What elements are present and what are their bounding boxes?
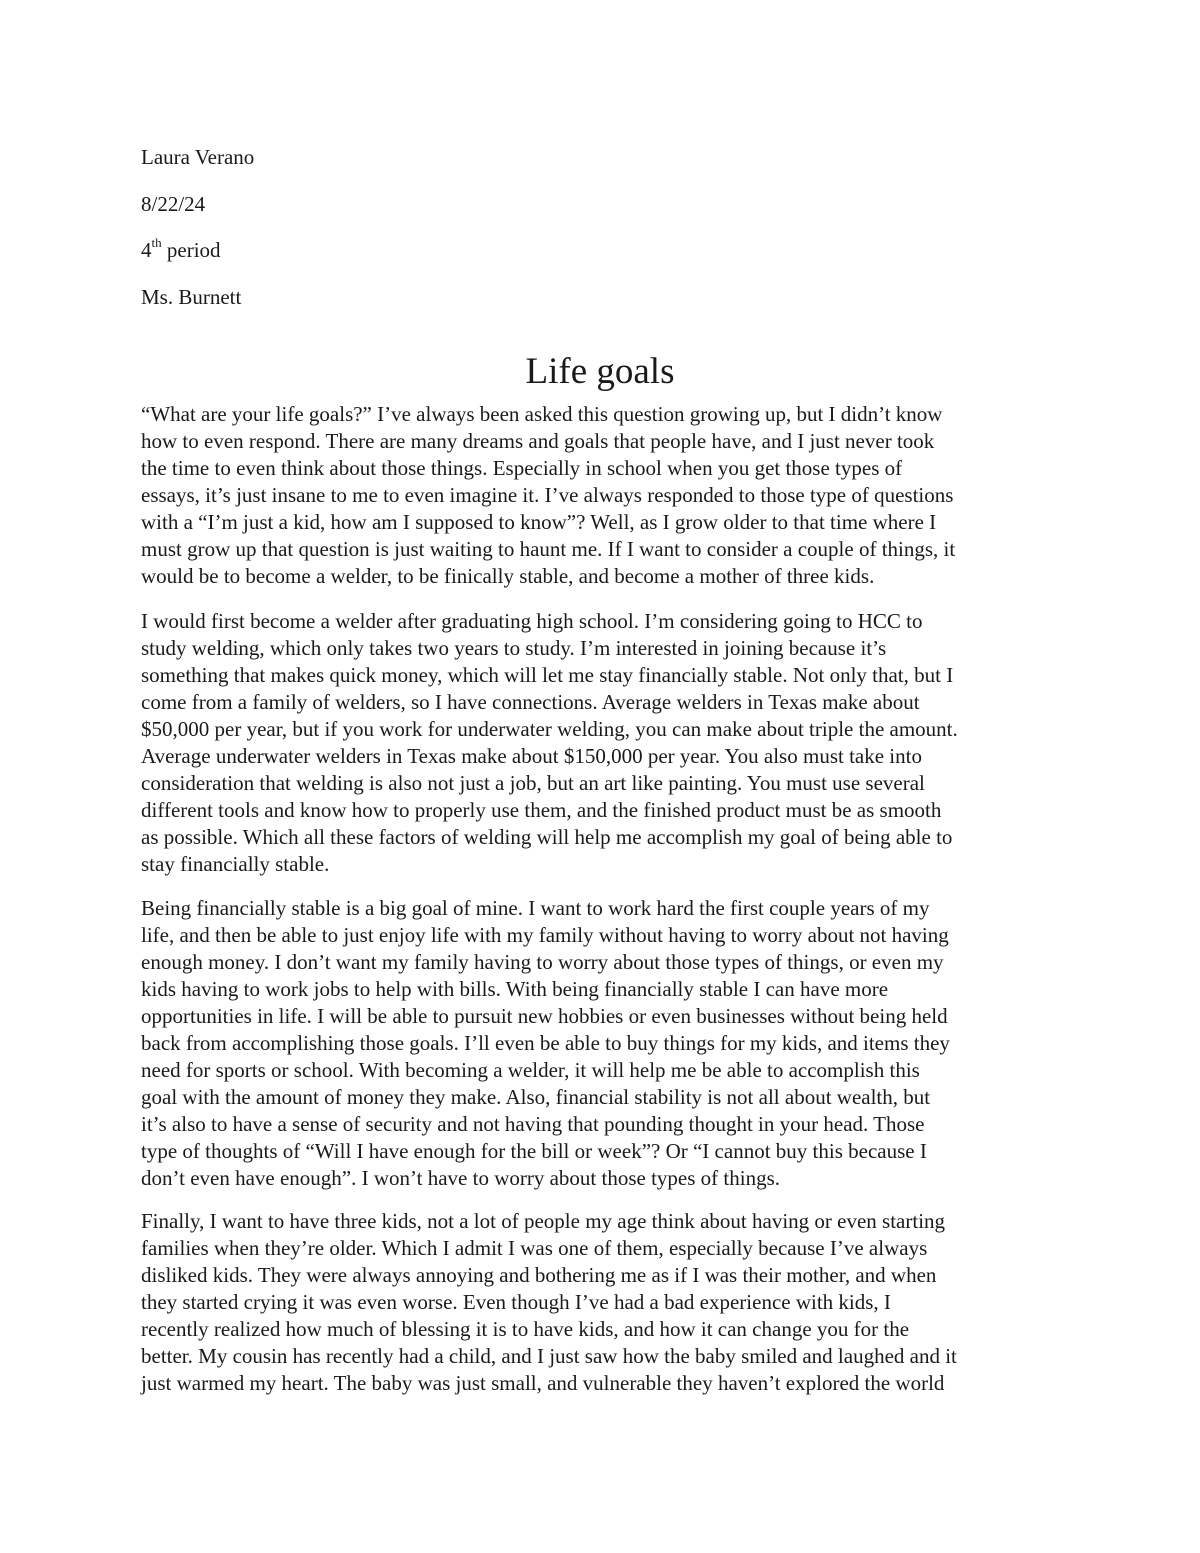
paragraph-line: I would first become a welder after graduating high school. I’m considering going to HCC to [141, 609, 923, 633]
paragraph-2 [141, 608, 1061, 878]
paragraph-line: Being financially stable is a big goal of mine. I want to work hard the first couple years of my [141, 896, 930, 920]
paragraph-line: Average underwater welders in Texas make about $150,000 per year. You also must take into [141, 744, 922, 768]
paragraph-line: would be to become a welder, to be finically stable, and become a mother of three kids. [141, 564, 875, 588]
period-word: period [161, 238, 221, 262]
paragraph-line: opportunities in life. I will be able to pursuit new hobbies or even businesses without being held [141, 1004, 948, 1028]
paragraph-line: back from accomplishing those goals. I’ll even be able to buy things for my kids, and items they [141, 1031, 950, 1055]
paragraph-3 [141, 895, 1061, 1192]
paragraph-line: better. My cousin has recently had a child, and I just saw how the baby smiled and laughed and it [141, 1344, 957, 1368]
essay-title: Life goals [525, 351, 675, 392]
paragraph-line: kids having to work jobs to help with bills. With being financially stable I can have more [141, 977, 889, 1001]
paragraph-line: type of thoughts of “Will I have enough for the bill or week”? Or “I cannot buy this because I [141, 1139, 927, 1163]
paragraph-line: don’t even have enough”. I won’t have to worry about those types of things. [141, 1166, 781, 1190]
paragraph-1 [141, 401, 1061, 590]
paragraph-line: families when they’re older. Which I admit I was one of them, especially because I’ve always [141, 1236, 928, 1260]
paragraph-line: goal with the amount of money they make. Also, financial stability is not all about wealth, but [141, 1085, 931, 1109]
paragraph-line: “What are your life goals?” I’ve always been asked this question growing up, but I didn’t know [141, 402, 943, 426]
paragraph-line: essays, it’s just insane to me to even imagine it. I’ve always responded to those type of questions [141, 483, 954, 507]
paragraph-line: the time to even think about those things. Especially in school when you get those types of [141, 456, 903, 480]
paragraph-line: recently realized how much of blessing it is to have kids, and how it can change you for the [141, 1317, 910, 1341]
paragraph-line: study welding, which only takes two years to study. I’m interested in joining because it’s [141, 636, 887, 660]
teacher-name: Ms. Burnett [141, 285, 242, 309]
paragraph-line: something that makes quick money, which will let me stay financially stable. Not only that, but I [141, 663, 954, 687]
paragraph-line: stay financially stable. [141, 852, 330, 876]
period-number: 4 [141, 238, 152, 262]
essay-date: 8/22/24 [141, 192, 206, 216]
paragraph-line: Finally, I want to have three kids, not a lot of people my age think about having or even starting [141, 1209, 946, 1233]
paragraph-line: with a “I’m just a kid, how am I supposed to know”? Well, as I grow older to that time where I [141, 510, 937, 534]
paragraph-line: different tools and know how to properly use them, and the finished product must be as smooth [141, 798, 942, 822]
paragraph-line: as possible. Which all these factors of welding will help me accomplish my goal of being able to [141, 825, 953, 849]
paragraph-4 [141, 1208, 1061, 1397]
paragraph-line: disliked kids. They were always annoying and bothering me as if I was their mother, and when [141, 1263, 937, 1287]
paragraph-line: $50,000 per year, but if you work for underwater welding, you can make about triple the amount. [141, 717, 958, 741]
paragraph-line: consideration that welding is also not just a job, but an art like painting. You must use several [141, 771, 925, 795]
class-period [141, 235, 221, 262]
period-suffix: th [151, 235, 162, 250]
paragraph-line: must grow up that question is just waiting to haunt me. If I want to consider a couple of things, it [141, 537, 956, 561]
paragraph-line: how to even respond. There are many dreams and goals that people have, and I just never took [141, 429, 935, 453]
paragraph-line: enough money. I don’t want my family having to worry about those types of things, or even my [141, 950, 944, 974]
paragraph-line: need for sports or school. With becoming a welder, it will help me be able to accomplish this [141, 1058, 920, 1082]
paragraph-line: just warmed my heart. The baby was just small, and vulnerable they haven’t explored the world [141, 1371, 945, 1395]
paragraph-line: it’s also to have a sense of security and not having that pounding thought in your head. Those [141, 1112, 925, 1136]
paragraph-line: life, and then be able to just enjoy life with my family without having to worry about not having [141, 923, 949, 947]
paragraph-line: they started crying it was even worse. Even though I’ve had a bad experience with kids, I [141, 1290, 891, 1314]
paragraph-line: come from a family of welders, so I have connections. Average welders in Texas make about [141, 690, 920, 714]
author-name: Laura Verano [141, 145, 255, 169]
